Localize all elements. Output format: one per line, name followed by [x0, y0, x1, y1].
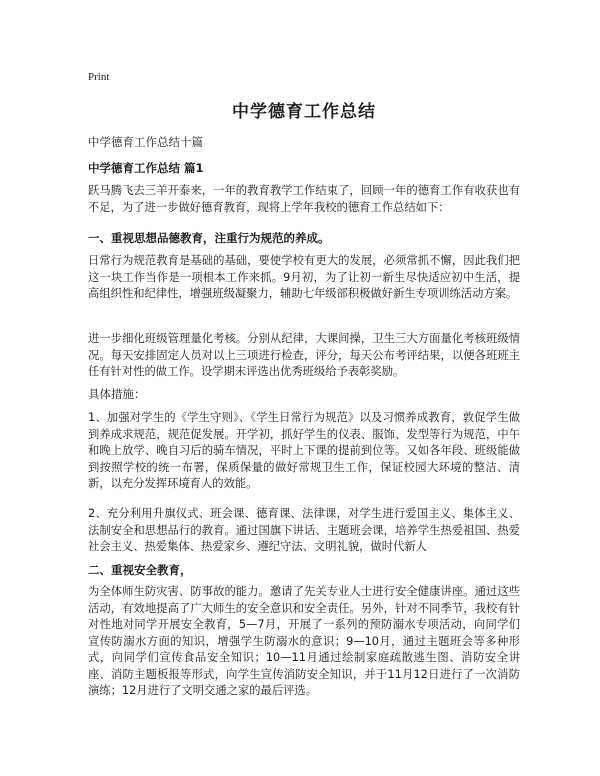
section-2-paragraph: 为全体师生防灾害、防事故的能力。邀请了先关专业人士进行安全健康讲座。通过这些活动，有效地提高了广大师生的安全意识和安全责任。另外，针对不同季节，我校有针对性地对同学开展安全教育，5—7月，开展了一系列的预防溺水专项活动，向同学们宣传防溺水方面的知识，增强学生防溺水的意识；9—10月，通过主题班会等多种形式，向同学们宣传食品安全知识；10—11月通过绘制家庭疏散逃生图、消防安全讲座、消防主题板报等形式，向学生宣传消防安全知识，并于11月12日进行了一次消防演练；12月进行了文明交通之家的最后评选。 [88, 585, 520, 697]
section-2-heading: 二、重视安全教育， [88, 563, 192, 577]
document-page [88, 0, 520, 776]
document-subtitle: 中学德育工作总结十篇 [88, 135, 203, 149]
intro-paragraph: 跃马腾飞去三羊开泰来，一年的教育教学工作结束了，回顾一年的德育工作有收获也有不足，为了进一步做好德育教育，现将上学年我校的德育工作总结如下： [88, 184, 520, 214]
section-1-paragraph-2: 进一步细化班级管理量化考核。分别从纪律，大课间操，卫生三大方面量化考核班级情况。每天安排固定人员对以上三项进行检查，评分，每天公布考评结果，以便各班班主任有针对性的做工作。设学期末评选出优秀班级给予表彰奖励。 [88, 332, 520, 378]
measure-2-paragraph: 2、充分利用升旗仪式、班会课、德育课、法律课，对学生进行爱国主义、集体主义、法制安全和思想品行的教育。通过国旗下讲话、主题班会课，培养学生热爱祖国、热爱社会主义、热爱集体、热爱家乡、遵纪守法、文明礼貌，做时代新人 [88, 507, 520, 553]
measure-1-paragraph: 1、加强对学生的《学生守则》、《学生日常行为规范》以及习惯养成教育，敦促学生做到养成求规范，规范促发展。开学初，抓好学生的仪表、服饰、发型等行为规范，中午和晚上放学、晚自习后的骑车情况，平时上下课的提前到位等。又如各年段、班级能做到按照学校的统一布署，保质保量的做好常规卫生工作，保证校园大环境的整洁、清新，以充分发挥环境育人的效能。 [88, 411, 520, 490]
part-heading: 中学德育工作总结 篇1 [88, 161, 204, 175]
page-title: 中学德育工作总结 [232, 102, 376, 122]
measures-label: 具体措施： [88, 387, 146, 401]
section-1-heading: 一、重视思想品德教育，注重行为规范的养成。 [88, 231, 330, 245]
print-label: Print [88, 71, 110, 83]
section-1-paragraph-1: 日常行为规范教育是基础的基础，要使学校有更大的发展，必须常抓不懈，因此我们把这一块工作当作是一项根本工作来抓。9月初，为了让初一新生尽快适应初中生活，提高组织性和纪律性，增强班级凝聚力，辅助七年级部积极做好新生专项训练活动方案。 [88, 254, 520, 300]
